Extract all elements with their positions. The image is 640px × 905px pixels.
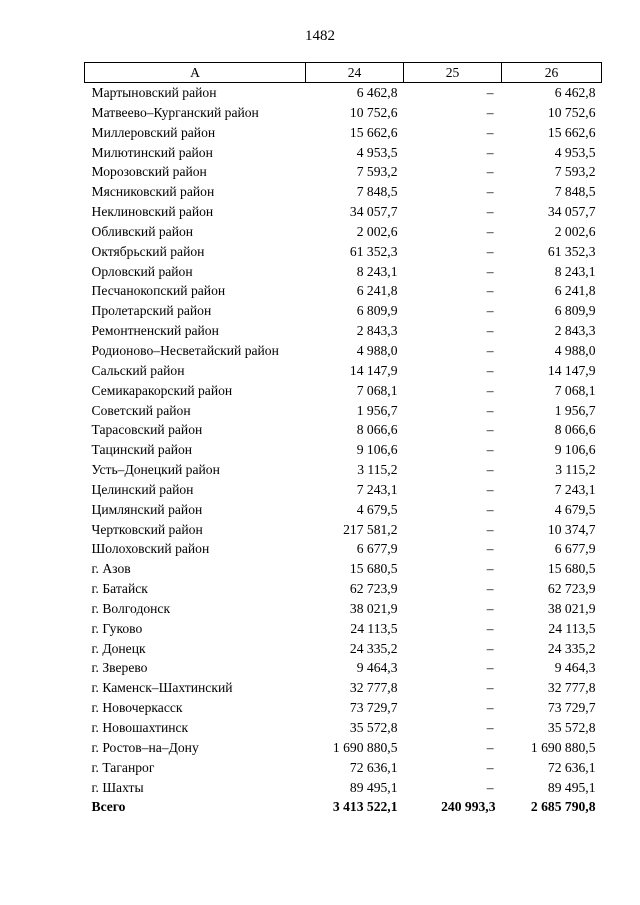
value-col-24: 9 106,6 — [356, 442, 398, 458]
value-col-25: – — [486, 323, 494, 339]
value-col-26: 61 352,3 — [547, 243, 596, 259]
header-col-25: 25 — [404, 63, 502, 83]
table-header — [85, 63, 602, 83]
value-col-25: – — [486, 342, 494, 358]
value-col-26: 9 106,6 — [554, 442, 596, 458]
value-col-24: 73 729,7 — [349, 700, 398, 716]
value-col-25: – — [486, 720, 494, 735]
total-col-25: 240 993,3 — [441, 799, 496, 815]
territory-name: Мясниковский район — [91, 184, 215, 200]
value-col-26: 89 495,1 — [547, 779, 596, 795]
table-row — [85, 599, 602, 619]
value-col-24: 4 988,0 — [356, 342, 398, 358]
table-row — [85, 123, 602, 143]
value-col-24: 38 021,9 — [349, 600, 398, 616]
value-col-26: 6 809,9 — [554, 303, 596, 319]
value-col-25: – — [486, 581, 494, 597]
table-row — [85, 480, 602, 500]
table-row — [85, 778, 602, 798]
value-col-25: – — [486, 739, 494, 755]
value-col-25: – — [486, 700, 494, 716]
value-col-24: 15 662,6 — [349, 124, 398, 140]
value-col-24: 10 752,6 — [349, 104, 398, 120]
value-col-26: 1 690 880,5 — [530, 739, 596, 755]
table-row — [85, 361, 602, 381]
value-col-24: 6 677,9 — [356, 541, 398, 557]
territory-name: Обливский район — [91, 223, 194, 239]
value-col-24: 32 777,8 — [349, 680, 398, 696]
table-row — [85, 242, 602, 262]
value-col-26: 15 680,5 — [547, 561, 596, 577]
value-col-24: 8 066,6 — [356, 422, 398, 438]
table-row — [85, 143, 602, 163]
table-row — [85, 718, 602, 738]
budget-table — [84, 62, 602, 817]
header-row — [85, 63, 602, 83]
value-col-24: 2 002,6 — [356, 223, 398, 239]
table-row — [85, 103, 602, 123]
table-row — [85, 678, 602, 698]
value-col-26: 2 002,6 — [554, 223, 596, 239]
table-row — [85, 281, 602, 301]
value-col-25: – — [486, 382, 494, 398]
value-col-26: 38 021,9 — [547, 600, 596, 616]
value-col-26: 6 677,9 — [554, 541, 596, 557]
value-col-25: – — [486, 104, 494, 120]
total-row — [85, 797, 602, 817]
value-col-25: – — [486, 223, 494, 239]
table-row — [85, 460, 602, 480]
territory-name: Ремонтненский район — [91, 323, 219, 339]
value-col-25: – — [486, 303, 494, 319]
territory-name: г. Ростов–на–Дону — [91, 739, 199, 755]
value-col-26: 24 335,2 — [547, 640, 596, 656]
header-col-a: А — [85, 63, 306, 83]
value-col-25: – — [486, 541, 494, 557]
territory-name: г. Волгодонск — [91, 600, 171, 616]
table-row — [85, 738, 602, 758]
territory-name: Целинский район — [91, 481, 194, 497]
value-col-24: 9 464,3 — [356, 660, 398, 676]
table-row — [85, 658, 602, 678]
page-number: 1482 — [305, 28, 335, 44]
value-col-25: – — [486, 620, 494, 636]
value-col-26: 10 374,7 — [547, 521, 596, 537]
header-col-24: 24 — [306, 63, 404, 83]
value-col-24: 8 243,1 — [356, 263, 398, 279]
territory-name: г. Каменск–Шахтинский — [91, 680, 233, 696]
value-col-24: 7 848,5 — [356, 184, 398, 200]
territory-name: г. Зверево — [91, 660, 148, 676]
value-col-26: 24 113,5 — [548, 620, 596, 636]
territory-name: г. Таганрог — [91, 759, 155, 775]
total-col-26: 2 685 790,8 — [530, 799, 596, 815]
value-col-24: 7 243,1 — [356, 481, 398, 497]
table-row — [85, 162, 602, 182]
value-col-26: 34 057,7 — [547, 204, 596, 220]
value-col-24: 6 241,8 — [356, 283, 398, 299]
table-row — [85, 500, 602, 520]
territory-name: г. Гуково — [91, 620, 143, 636]
value-col-26: 4 988,0 — [554, 342, 596, 358]
value-col-25: – — [486, 680, 494, 696]
territory-name: г. Донецк — [91, 640, 146, 656]
header-col-26: 26 — [502, 63, 602, 83]
value-col-25: – — [486, 481, 494, 497]
value-col-25: – — [486, 501, 494, 517]
value-col-25: – — [486, 402, 494, 418]
table-row — [85, 758, 602, 778]
value-col-24: 61 352,3 — [349, 243, 398, 259]
territory-name: Цимлянский район — [91, 501, 203, 517]
value-col-24: 6 462,8 — [356, 85, 398, 100]
territory-name: Тацинский район — [91, 442, 193, 458]
value-col-25: – — [486, 85, 494, 100]
table-row — [85, 341, 602, 361]
value-col-25: – — [486, 561, 494, 577]
territory-name: Матвеево–Курганский район — [91, 104, 259, 120]
territory-name: Пролетарский район — [91, 303, 212, 319]
value-col-24: 34 057,7 — [349, 204, 398, 220]
table-row — [85, 202, 602, 222]
value-col-25: – — [486, 521, 494, 537]
value-col-24: 3 115,2 — [357, 462, 398, 478]
value-col-24: 7 068,1 — [356, 382, 398, 398]
value-col-24: 1 956,7 — [356, 402, 398, 418]
table-row — [85, 639, 602, 659]
value-col-26: 8 066,6 — [554, 422, 596, 438]
value-col-25: – — [486, 243, 494, 259]
table-row — [85, 182, 602, 202]
value-col-26: 6 462,8 — [554, 85, 596, 100]
value-col-26: 1 956,7 — [554, 402, 596, 418]
value-col-24: 15 680,5 — [349, 561, 398, 577]
table-row — [85, 262, 602, 282]
territory-name: Шолоховский район — [91, 541, 210, 557]
value-col-26: 7 593,2 — [554, 164, 596, 180]
territory-name: Советский район — [91, 402, 191, 418]
territory-name: Неклиновский район — [91, 204, 214, 220]
value-col-25: – — [486, 164, 494, 180]
table-row — [85, 381, 602, 401]
value-col-26: 10 752,6 — [547, 104, 596, 120]
value-col-25: – — [486, 184, 494, 200]
value-col-24: 14 147,9 — [349, 362, 398, 378]
table-row — [85, 619, 602, 639]
territory-name: Октябрьский район — [91, 243, 205, 259]
value-col-26: 4 679,5 — [554, 501, 596, 517]
value-col-25: – — [486, 462, 494, 478]
territory-name: Усть–Донецкий район — [91, 462, 220, 478]
value-col-25: – — [486, 779, 494, 795]
value-col-24: 24 335,2 — [349, 640, 398, 656]
value-col-25: – — [486, 759, 494, 775]
value-col-24: 4 953,5 — [356, 144, 398, 160]
value-col-26: 14 147,9 — [547, 362, 596, 378]
value-col-26: 7 243,1 — [554, 481, 596, 497]
value-col-25: – — [486, 263, 494, 279]
territory-name: Миллеровский район — [91, 124, 216, 140]
value-col-26: 32 777,8 — [547, 680, 596, 696]
territory-name: г. Шахты — [91, 779, 144, 795]
value-col-25: – — [486, 362, 494, 378]
table-body — [85, 83, 602, 818]
table-row — [85, 539, 602, 559]
value-col-24: 6 809,9 — [356, 303, 398, 319]
territory-name: Морозовский район — [91, 164, 207, 180]
value-col-26: 7 068,1 — [554, 382, 596, 398]
territory-name: Сальский район — [91, 362, 185, 378]
value-col-26: 35 572,8 — [547, 720, 596, 735]
table-row — [85, 83, 602, 103]
table-row — [85, 301, 602, 321]
value-col-24: 24 113,5 — [350, 620, 398, 636]
value-col-25: – — [486, 660, 494, 676]
value-col-25: – — [486, 204, 494, 220]
value-col-25: – — [486, 283, 494, 299]
value-col-25: – — [486, 600, 494, 616]
territory-name: Орловский район — [91, 263, 193, 279]
total-label: Всего — [91, 799, 126, 815]
territory-name: Чертковский район — [91, 521, 203, 537]
value-col-25: – — [486, 640, 494, 656]
value-col-24: 1 690 880,5 — [332, 739, 398, 755]
table-row — [85, 401, 602, 421]
territory-name: Милютинский район — [91, 144, 213, 160]
table-row — [85, 222, 602, 242]
territory-name: г. Батайск — [91, 581, 148, 597]
value-col-26: 73 729,7 — [547, 700, 596, 716]
value-col-26: 15 662,6 — [547, 124, 596, 140]
value-col-26: 4 953,5 — [554, 144, 596, 160]
territory-name: г. Азов — [91, 561, 131, 577]
value-col-24: 7 593,2 — [356, 164, 398, 180]
value-col-26: 2 843,3 — [554, 323, 596, 339]
value-col-24: 2 843,3 — [356, 323, 398, 339]
territory-name: Родионово–Несветайский район — [91, 342, 279, 358]
value-col-26: 3 115,2 — [555, 462, 596, 478]
table-row — [85, 698, 602, 718]
value-col-25: – — [486, 442, 494, 458]
table-row — [85, 579, 602, 599]
value-col-25: – — [486, 124, 494, 140]
value-col-24: 35 572,8 — [349, 720, 398, 735]
territory-name: Мартыновский район — [91, 85, 217, 100]
territory-name: г. Новошахтинск — [91, 720, 189, 735]
table-row — [85, 559, 602, 579]
value-col-26: 62 723,9 — [547, 581, 596, 597]
value-col-26: 7 848,5 — [554, 184, 596, 200]
value-col-26: 72 636,1 — [547, 759, 596, 775]
value-col-24: 89 495,1 — [349, 779, 398, 795]
value-col-26: 9 464,3 — [554, 660, 596, 676]
territory-name: Тарасовский район — [91, 422, 203, 438]
value-col-24: 62 723,9 — [349, 581, 398, 597]
value-col-24: 217 581,2 — [343, 521, 398, 537]
total-col-24: 3 413 522,1 — [332, 799, 398, 815]
value-col-24: 4 679,5 — [356, 501, 398, 517]
table-row — [85, 440, 602, 460]
table-row — [85, 420, 602, 440]
territory-name: Семикаракорский район — [91, 382, 233, 398]
territory-name: Песчанокопский район — [91, 283, 226, 299]
table-row — [85, 321, 602, 341]
value-col-25: – — [486, 422, 494, 438]
value-col-25: – — [486, 144, 494, 160]
value-col-26: 8 243,1 — [554, 263, 596, 279]
table-row — [85, 520, 602, 540]
value-col-26: 6 241,8 — [554, 283, 596, 299]
territory-name: г. Новочеркасск — [91, 700, 183, 716]
value-col-24: 72 636,1 — [349, 759, 398, 775]
